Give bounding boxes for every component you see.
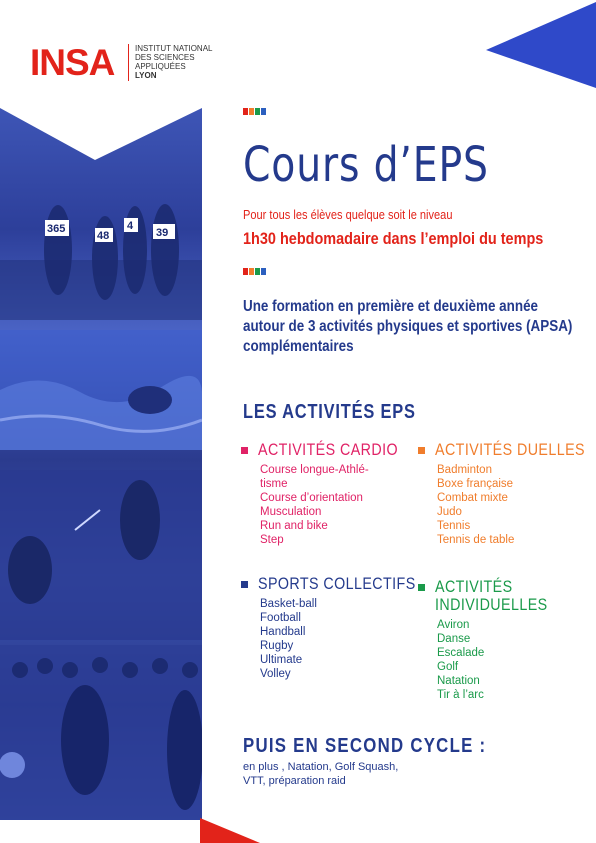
list-item: Badminton: [437, 464, 492, 476]
cardio-bullet-icon: [241, 447, 248, 454]
subtitle-schedule: 1h30 hebdomadaire dans l’emploi du temps: [243, 229, 544, 248]
list-item: Judo: [437, 506, 462, 518]
page-title: Cours d’EPS: [243, 137, 489, 193]
duelles-heading: ACTIVITÉS DUELLES: [435, 440, 585, 459]
cardio-heading: ACTIVITÉS CARDIO: [258, 440, 399, 459]
list-item: Natation: [437, 675, 480, 687]
list-item: Golf: [437, 661, 459, 673]
group-duelles: [418, 441, 596, 547]
color-dots-top: [243, 108, 266, 115]
runner-bib-4: 39: [156, 227, 169, 239]
second-cycle-line-2: VTT, préparation raid: [243, 775, 346, 787]
corner-triangle-decoration: [480, 0, 596, 90]
list-item: Danse: [437, 633, 471, 645]
list-item: Basket-ball: [260, 598, 317, 610]
second-cycle-text: [243, 760, 398, 788]
list-item: Aviron: [437, 619, 470, 631]
collectifs-bullet-icon: [241, 581, 248, 588]
activities-section-heading: LES ACTIVITÉS EPS: [243, 401, 416, 423]
list-item: Tir à l’arc: [437, 689, 484, 701]
runner-bib-1: 365: [47, 223, 66, 235]
insa-logo-wordmark: INSA: [30, 42, 115, 83]
list-item: Football: [260, 612, 301, 624]
list-item: Musculation: [260, 506, 322, 518]
list-item: Tennis de table: [437, 534, 515, 546]
list-item: Ultimate: [260, 654, 303, 666]
logo-line-4: LYON: [135, 71, 157, 80]
list-item: Course d’orientation: [260, 492, 363, 504]
list-item: Run and bike: [260, 520, 328, 532]
logo-line-1: INSTITUT NATIONAL: [135, 44, 213, 53]
group-collectifs: [241, 575, 446, 681]
sports-photo-collage: [0, 100, 202, 820]
subtitle-level: Pour tous les élèves quelque soit le niveau: [243, 207, 453, 222]
list-item: Combat mixte: [437, 492, 508, 504]
individuelles-bullet-icon: [418, 584, 425, 591]
group-individuelles: [418, 578, 569, 702]
second-cycle-heading: PUIS EN SECOND CYCLE :: [243, 735, 487, 757]
individuelles-heading-line-1: ACTIVITÉS: [435, 577, 513, 596]
list-item: Rugby: [260, 640, 294, 652]
logo-line-2: DES SCIENCES: [135, 53, 195, 62]
duelles-bullet-icon: [418, 447, 425, 454]
collectifs-heading: SPORTS COLLECTIFS: [258, 574, 416, 593]
runner-bib-3: 4: [127, 220, 134, 232]
list-item: Step: [260, 534, 284, 546]
individuelles-heading: [435, 578, 548, 614]
list-item: Handball: [260, 626, 306, 638]
list-item: Escalade: [437, 647, 485, 659]
bottom-red-wedge: [200, 812, 260, 843]
list-item: Volley: [260, 668, 291, 680]
logo-divider: [128, 44, 129, 81]
second-cycle-line-1: en plus , Natation, Golf Squash,: [243, 761, 399, 773]
individuelles-heading-line-2: INDIVIDUELLES: [435, 595, 548, 614]
list-item: Tennis: [437, 520, 471, 532]
intro-paragraph: Une formation en première et deuxième année autour de 3 activités physiques et sportives (APSA) complémentaires: [243, 298, 573, 355]
group-cardio: [241, 441, 425, 547]
insa-logo-subtitle: [135, 44, 213, 80]
color-dots-middle: [243, 268, 266, 275]
photo-collage-art: [0, 100, 202, 820]
list-item: Boxe française: [437, 478, 514, 490]
logo-line-3: APPLIQUÉES: [135, 62, 186, 71]
list-item: Course longue-Athlé-: [260, 464, 369, 476]
list-item: tisme: [260, 478, 288, 490]
runner-bib-2: 48: [97, 230, 110, 242]
